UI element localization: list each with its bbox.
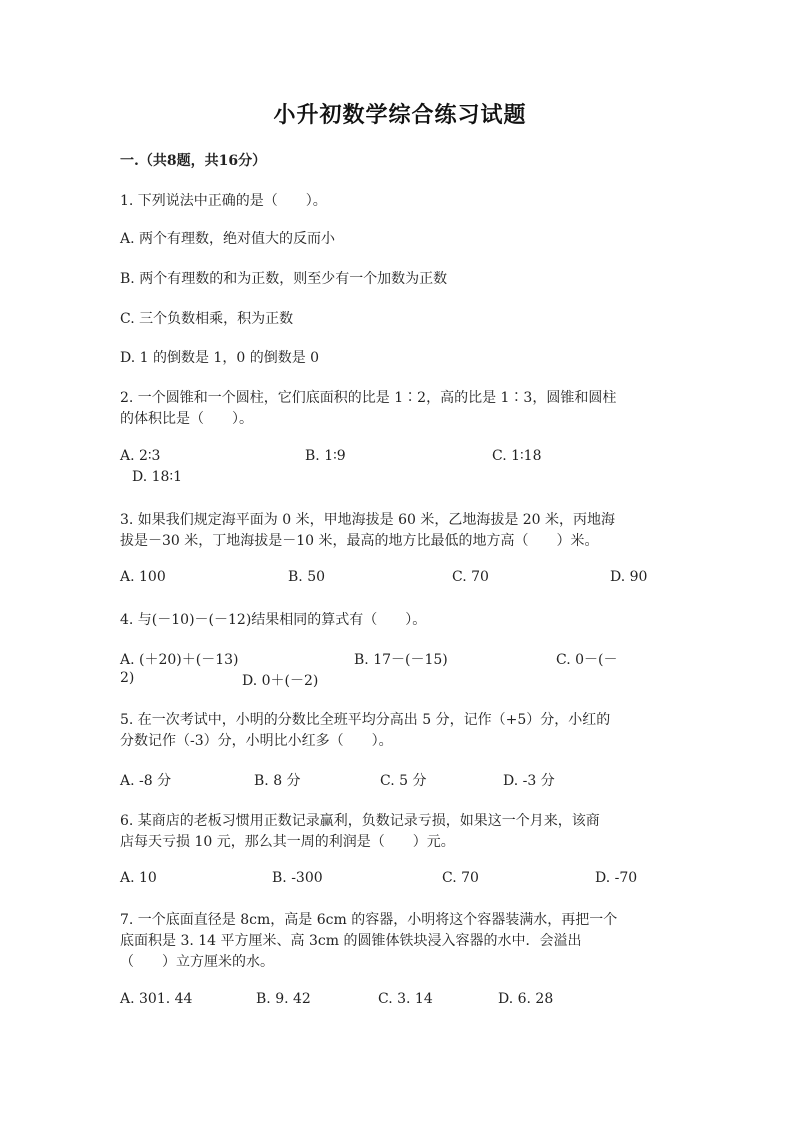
q4-option-d: D. 0＋(－2) — [242, 673, 319, 689]
q6-option-a: A. 10 — [120, 870, 157, 886]
q5-option-d: D. -3 分 — [503, 773, 555, 789]
q5-option-c: C. 5 分 — [380, 773, 427, 789]
q4-option-c: C. 0－(－ — [556, 652, 618, 668]
q7-stem-line1: 7. 一个底面直径是 8cm，高是 6cm 的容器，小明将这个容器装满水，再把一个 — [120, 912, 618, 928]
q6-option-c: C. 70 — [442, 870, 479, 886]
q3-option-c: C. 70 — [452, 569, 489, 585]
q7-stem-line3: （ ）立方厘米的水。 — [120, 954, 274, 970]
q5-option-b: B. 8 分 — [254, 773, 301, 789]
q7-option-a: A. 301. 44 — [120, 991, 193, 1007]
q6-option-d: D. -70 — [595, 870, 638, 886]
q3-stem-line2: 拔是－30 米，丁地海拔是－10 米，最高的地方比最低的地方高（ ）米。 — [120, 533, 599, 549]
q1-option-b: B. 两个有理数的和为正数，则至少有一个加数为正数 — [120, 271, 448, 287]
q3-option-b: B. 50 — [288, 569, 326, 585]
q1-option-a: A. 两个有理数，绝对值大的反而小 — [120, 231, 336, 247]
q4-option-c-wrap: 2) — [120, 670, 135, 686]
q4-option-a: A. (＋20)＋(－13) — [120, 652, 239, 668]
q6-stem-line2: 店每天亏损 10 元，那么其一周的利润是（ ）元。 — [120, 834, 455, 850]
section-heading: 一.（共8题，共16分） — [120, 153, 267, 169]
q6-stem-line1: 6. 某商店的老板习惯用正数记录赢利，负数记录亏损，如果这一个月来，该商 — [120, 813, 600, 829]
q7-option-b: B. 9. 42 — [256, 991, 311, 1007]
q2-stem-line2: 的体积比是（ ）。 — [120, 411, 253, 427]
q1-option-d: D. 1 的倒数是 1，0 的倒数是 0 — [120, 350, 320, 366]
q3-stem-line1: 3. 如果我们规定海平面为 0 米，甲地海拔是 60 米，乙地海拔是 20 米，丙地海 — [120, 512, 616, 528]
q3-option-a: A. 100 — [120, 569, 166, 585]
q4-option-b: B. 17－(－15) — [354, 652, 448, 668]
page-title: 小升初数学综合练习试题 — [273, 102, 527, 128]
q1-stem: 1. 下列说法中正确的是（ ）。 — [120, 193, 327, 209]
q4-stem: 4. 与(－10)－(－12)结果相同的算式有（ ）。 — [120, 612, 427, 628]
q3-option-d: D. 90 — [610, 569, 648, 585]
q2-option-c: C. 1∶18 — [492, 448, 542, 464]
q7-stem-line2: 底面积是 3. 14 平方厘米、高 3cm 的圆锥体铁块浸入容器的水中．会溢出 — [120, 933, 582, 949]
q2-option-d: D. 18∶1 — [132, 469, 182, 485]
q2-option-b: B. 1∶9 — [305, 448, 346, 464]
q5-stem-line1: 5. 在一次考试中，小明的分数比全班平均分高出 5 分，记作（+5）分，小红的 — [120, 712, 611, 728]
q7-option-d: D. 6. 28 — [498, 991, 554, 1007]
q1-option-c: C. 三个负数相乘，积为正数 — [120, 311, 294, 327]
q2-option-a: A. 2∶3 — [120, 448, 161, 464]
q5-option-a: A. -8 分 — [120, 773, 172, 789]
q5-stem-line2: 分数记作（-3）分，小明比小红多（ ）。 — [120, 733, 393, 749]
q2-stem-line1: 2. 一个圆锥和一个圆柱，它们底面积的比是 1∶2，高的比是 1∶3，圆锥和圆柱 — [120, 390, 617, 406]
q7-option-c: C. 3. 14 — [378, 991, 433, 1007]
q6-option-b: B. -300 — [272, 870, 323, 886]
